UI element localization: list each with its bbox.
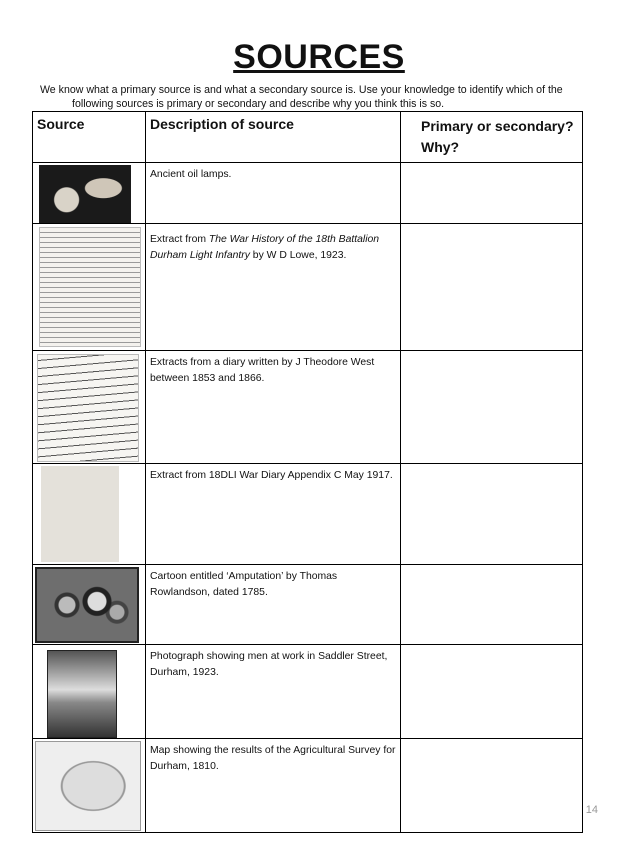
description-text: Cartoon entitled ‘Amputation’ by Thomas Rowlandson, dated 1785. (150, 571, 338, 598)
description-cell (146, 224, 401, 351)
description-cell (146, 645, 401, 739)
intro-text (40, 83, 600, 111)
source-image-cell (33, 351, 146, 464)
map-image (35, 741, 141, 831)
intro-line-2: following sources is primary or secondary and describe why you think this is so. (72, 98, 445, 110)
cartoon-image (35, 567, 139, 643)
header-primary-secondary (401, 112, 583, 163)
description-text: Extracts from a diary written by J Theodore West between 1853 and 1866. (150, 357, 375, 384)
page-number: 14 (585, 804, 598, 816)
table-row (33, 224, 583, 351)
source-image-cell (33, 565, 146, 645)
source-image-cell (33, 645, 146, 739)
answer-cell[interactable] (401, 464, 583, 565)
oil-lamps-image (39, 165, 131, 223)
page-title: SOURCES (233, 38, 405, 76)
table-row (33, 351, 583, 464)
description-cell (146, 351, 401, 464)
source-image-cell (33, 739, 146, 833)
table-row (33, 464, 583, 565)
description-text: Extract from The War History of the 18th Battalion Durham Light Infantry by W D Lowe, 1923. (150, 234, 380, 261)
book-title: The War History of the 18th Battalion Durham Light Infantry (150, 234, 380, 261)
street-photo-image (47, 650, 117, 738)
description-cell (146, 739, 401, 833)
description-text: Map showing the results of the Agricultural Survey for Durham, 1810. (150, 745, 396, 772)
description-text: Photograph showing men at work in Saddler Street, Durham, 1923. (150, 651, 388, 678)
header-why: Why? (421, 139, 460, 155)
table-row (33, 645, 583, 739)
answer-cell[interactable] (401, 163, 583, 224)
table-header-row (33, 112, 583, 163)
table-row (33, 739, 583, 833)
description-cell (146, 163, 401, 224)
answer-cell[interactable] (401, 645, 583, 739)
sources-table (32, 111, 583, 833)
book-extract-image (39, 227, 141, 347)
header-source: Source (33, 112, 146, 163)
description-cell (146, 464, 401, 565)
header-primary-secondary-line1: Primary or secondary? (421, 118, 574, 134)
description-text: Ancient oil lamps. (150, 169, 232, 180)
header-description: Description of source (146, 112, 401, 163)
description-text: Extract from 18DLI War Diary Appendix C May 1917. (150, 470, 393, 481)
answer-cell[interactable] (401, 224, 583, 351)
source-image-cell (33, 224, 146, 351)
answer-cell[interactable] (401, 565, 583, 645)
answer-cell[interactable] (401, 739, 583, 833)
intro-line-1: We know what a primary source is and what a secondary source is. Use your knowledge to identify which of the (40, 84, 563, 96)
source-image-cell (33, 163, 146, 224)
table-row (33, 163, 583, 224)
answer-cell[interactable] (401, 351, 583, 464)
source-image-cell (33, 464, 146, 565)
war-diary-image (41, 466, 119, 562)
description-cell (146, 565, 401, 645)
table-row (33, 565, 583, 645)
diary-image (37, 354, 139, 462)
